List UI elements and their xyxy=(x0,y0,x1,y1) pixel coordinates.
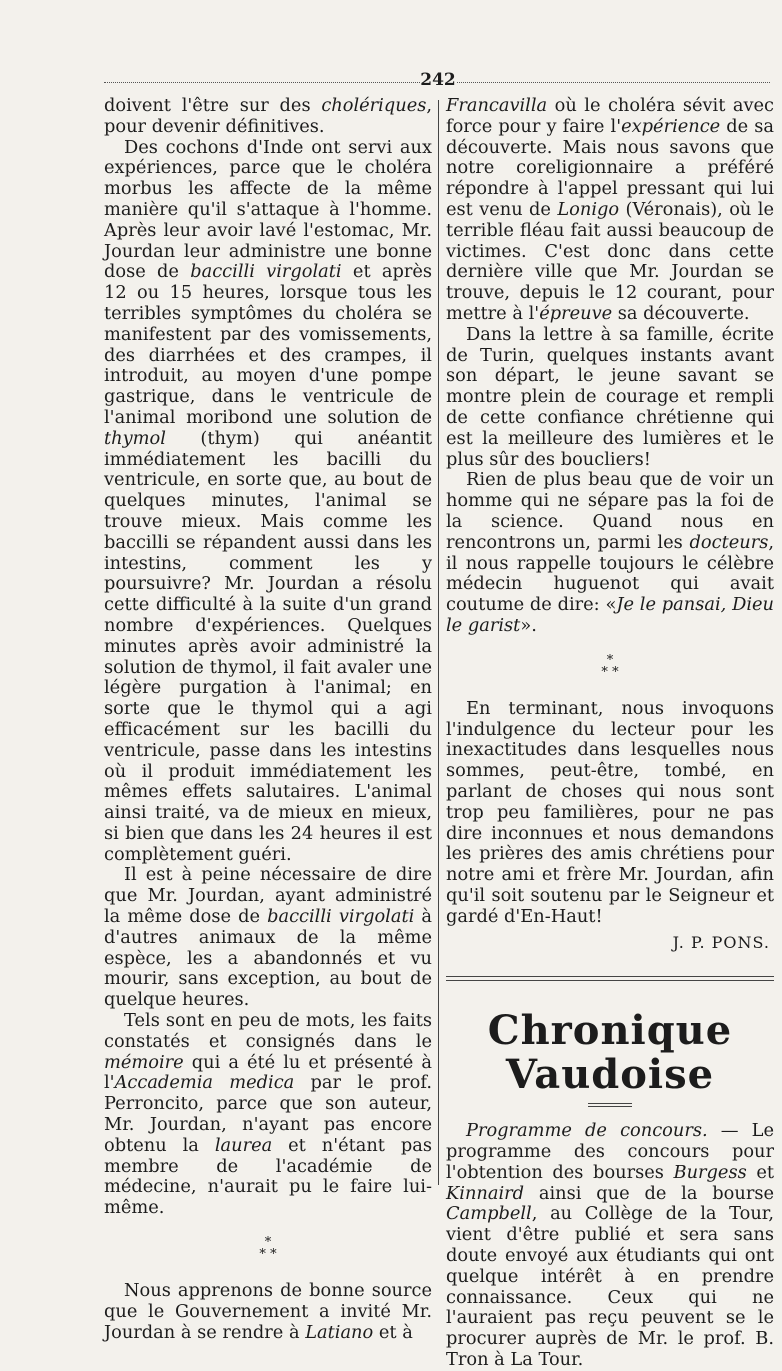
title-underline-rule xyxy=(588,1103,632,1107)
italic-run: laurea xyxy=(214,1134,273,1156)
italic-run: Je le pansai, Dieu le garist xyxy=(446,594,774,636)
paragraph-separator-stars xyxy=(104,1237,432,1261)
italic-run: Lonigo xyxy=(557,198,620,220)
star-bottom-left: * xyxy=(601,664,608,680)
italic-run: épreuve xyxy=(539,302,613,324)
column-divider xyxy=(438,100,439,1185)
italic-run: Campbell xyxy=(446,1203,532,1225)
paragraph xyxy=(446,1121,774,1371)
text-run: par le prof. Perroncito, parce que son auteur, Mr. Jourdan, n'ayant pas encore obtenu la xyxy=(104,1072,432,1156)
section-separator-stars xyxy=(446,652,774,680)
right-column xyxy=(446,96,774,1371)
text-run: Dans la lettre à sa famille, écrite de Turin, quelques instants avant son départ, le jeune savant se montre plein de courage et rempli de cette confiance chrétienne qui est la meilleure des lumières et le plus sûr des boucliers! xyxy=(446,323,774,470)
paragraph xyxy=(104,96,432,138)
italic-run: Latiano xyxy=(305,1321,374,1343)
text-run: , pour devenir définitives. xyxy=(104,95,432,137)
paragraph xyxy=(446,699,774,928)
star-br: * xyxy=(270,1247,277,1263)
text-run: , au Collège de la Tour, vient d'être publié et sera sans doute envoyé aux étudiants qui ont quelque intérêt à en prendre connaissance. Ceux qui ne l'auraient pas reçu peuvent se le procurer auprès de Mr. le prof. B. Tron à La Tour. xyxy=(446,1203,774,1371)
paragraph xyxy=(446,470,774,636)
text-run: où le choléra sévit avec force pour y faire l' xyxy=(446,95,774,137)
italic-run: Francavilla xyxy=(446,95,548,116)
text-run: ». xyxy=(520,614,537,636)
text-run: — Le programme des concours pour l'obtention des bourses xyxy=(446,1120,774,1183)
italic-run: mémoire xyxy=(104,1051,184,1073)
italic-run: Kinnaird xyxy=(446,1182,525,1204)
italic-run: Accademia medica xyxy=(114,1072,295,1094)
text-run: à d'autres animaux de la même espèce, les a abandonnés et vu mourir, sans exception, au bout de quelque heures. xyxy=(104,906,432,1011)
chronique-paragraphs xyxy=(446,1121,774,1371)
closing-paragraph xyxy=(446,699,774,928)
author-signature: J. P. PONS. xyxy=(672,933,770,953)
star-top: * xyxy=(264,1235,272,1251)
paragraph xyxy=(446,96,774,325)
paragraph xyxy=(104,138,432,866)
italic-run: cholériques xyxy=(321,95,427,116)
italic-run: Burgess xyxy=(673,1161,747,1183)
italic-run: Programme de concours. xyxy=(466,1120,708,1142)
text-run: et après 12 ou 15 heures, lorsque tous les terribles symptômes du choléra se manifestent par des vomissements, des diarrhées et des crampes, il introduit, au moyen d'une pompe gastrique, dans le ventricule de l'animal moribond une solution de xyxy=(104,261,433,428)
text-run: et n'étant pas membre de l'académie de médecine, n'aurait pu le faire lui-même. xyxy=(104,1134,432,1219)
text-run: Il est à peine nécessaire de dire que Mr. Jourdan, ayant administré la même dose de xyxy=(104,864,432,928)
italic-run: docteurs xyxy=(689,531,769,553)
text-run: (thym) qui anéantit immédiatement les bacilli du ventricule, en sorte que, au bout de quelques minutes, l'animal se trouve mieux. Mais comme les baccilli se répandent aussi dans les intestins, comment les y poursuivre? Mr. Jourdan a résolu cette difficulté à la suite d'un grand nombre d'expériences. Quelques minutes après avoir administré la solution de thymol, il fait avaler une légère purgation à l'animal; en sorte que le thymol qui a agi efficacément sur les bacilli du ventricule, passe dans les intestins où il produit immédiatement les mêmes effets salutaires. L'animal ainsi traité, va de mieux en mieux, si bien que dans les 24 heures il est complètement guéri. xyxy=(104,427,432,865)
italic-run: thymol xyxy=(104,427,166,449)
text-run: et à xyxy=(373,1321,413,1343)
paragraph xyxy=(446,325,774,471)
text-run: , il nous rappelle toujours le célèbre médecin huguenot qui avait coutume de dire: « xyxy=(446,531,774,616)
text-run: Des cochons d'Inde ont servi aux expériences, parce que le choléra morbus les affecte de la même manière qu'il s'attaque à l'homme. Après leur avoir lavé l'estomac, Mr. Jourdan leur administre une bonne dose de xyxy=(104,136,432,283)
star-top: * xyxy=(606,652,614,668)
text-run: sa découverte. xyxy=(612,302,750,324)
text-run: ainsi que de la bourse xyxy=(524,1182,774,1204)
text-run: Nous apprenons de bonne source que le Gouvernement a invité Mr. Jourdan à se rendre à xyxy=(104,1280,432,1343)
text-run: doivent l'être sur des xyxy=(104,95,322,116)
section-title: Chronique Vaudoise xyxy=(487,1007,733,1099)
paragraph xyxy=(104,1281,432,1343)
left-column-paragraphs xyxy=(104,96,432,1343)
italic-run: expérience xyxy=(621,115,721,137)
text-run: (Véronais), où le terrible fléau fait aussi beaucoup de victimes. C'est donc dans cette dernière ville que Mr. Jourdan se trouve, depuis le 12 courant, pour mettre à l' xyxy=(446,198,774,324)
text-run: Rien de plus beau que de voir un homme qui ne sépare pas la foi de la science. Quand nous en rencontrons un, parmi les xyxy=(446,469,774,553)
text-run: Tels sont en peu de mots, les faits constatés et consignés dans le xyxy=(104,1010,432,1052)
paragraph xyxy=(104,1011,432,1219)
text-run: En terminant, nous invoquons l'indulgence du lecteur pour les inexactitudes dans lesquelles nous sommes, peut-être, tombé, en parlant de choses qui nous sont trop peu familières, pour ne pas dire inconnues et nous demandons les prières des amis chrétiens pour notre ami et frère Mr. Jourdan, afin qu'il soit soutenu par le Seigneur et gardé d'En-Haut! xyxy=(446,697,774,927)
page-number: 242 xyxy=(420,70,456,90)
section-double-rule xyxy=(446,976,774,981)
text-run: de sa découverte. Mais nous savons que notre coreligionnaire a préféré répondre à l'appel pressant qui lui est venu de xyxy=(446,115,774,220)
star-bottom-right: * xyxy=(612,664,619,680)
star-bl: * xyxy=(259,1247,271,1263)
italic-run: baccilli virgolati xyxy=(267,906,415,928)
right-column-paragraphs xyxy=(446,96,774,637)
left-column xyxy=(104,96,432,1343)
italic-run: baccilli virgolati xyxy=(190,261,342,283)
text-run: qui a été lu et présenté à l' xyxy=(104,1051,432,1094)
paragraph xyxy=(104,865,432,1011)
text-run: et xyxy=(746,1161,775,1183)
